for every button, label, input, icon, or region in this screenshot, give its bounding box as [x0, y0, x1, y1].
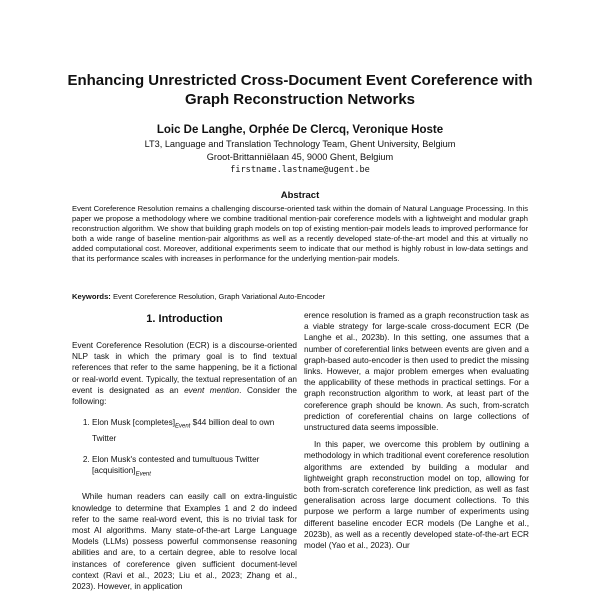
intro-paragraph-1: [72, 340, 297, 407]
abstract-text: Event Coreference Resolution remains a challenging discourse-oriented task within the domain of Natural Language Processing. In this paper we propose a methodology where we combine traditional mention-pair coreference models with a lightweight and modular graph reconstruction algorithm. We show that building graph models on top of existing mention-pair models leads to improved performance for both a wide range of baseline mention-pair algorithms as well as a recently developed state-of-the-art model and this at virtually no added computational cost. Moreover, additional experiments seem to indicate that our method is highly robust in low-data settings and that its performance scales with increases in performance for the underlying mention-pair models.: [72, 204, 528, 263]
right-column: [304, 310, 529, 551]
example-2-text: Elon Musk's contested and tumultuous Twitter [acquisition]: [92, 455, 260, 476]
author-email: firstname.lastname@ugent.be: [230, 165, 370, 175]
intro-p1-text-a: Event Coreference Resolution (ECR) is a discourse-oriented NLP task in which the primary goal is to find textual references that refer to the same happening, be it a fictional or real-world event. Typically, the textual representation of an event is designated as an: [72, 341, 297, 395]
right-paragraph-1: erence resolution is framed as a graph reconstruction task as a viable strategy for large-scale cross-document ECR (De Langhe et al., 2023b). In this setting, one assumes that a number of coreferential links between events are given and a graph-based auto-encoder is then used to predict the missing links. However, a major problem emerges when evaluating the applicability of these methods in practical settings. For a graph reconstruction algorithm to work, at least part of the coreference graph should be known. As such, from-scratch prediction of coreferential chains on large collections of unstructured data seems impossible.: [304, 311, 529, 433]
section-heading-introduction: 1. Introduction: [146, 313, 223, 325]
example-1: [92, 417, 297, 444]
right-paragraph-2: In this paper, we overcome this problem by outlining a methodology in which traditional event coreference resolution algorithms are extended by building a modular and lightweight graph reconstruction model on top, allowing for both from-scratch coreference link prediction, as well as fast generalisation across large document collections. To this purpose we perform a large number of experiments using different baseline encoder ECR models (De Langhe et al., 2023b), as well as a recently developed state-of-the-art ECR model (Yao et al., 2023). Our: [304, 440, 529, 551]
intro-paragraph-2: While human readers can easily call on extra-linguistic knowledge to determine that Examples 1 and 2 do indeed refer to the same real-word event, this is no trivial task for most AI algorithms. Many state-of-the-art Large Language Models (LLMs) possess powerful commonsense reasoning abilities and are, to a certain degree, able to resolve local instances of coreference given sufficient document-level context (Ravi et al., 2023; Liu et al., 2023; Zhang et al., 2023). However, in application: [72, 492, 297, 591]
example-list: [72, 417, 297, 481]
keywords-label: Keywords:: [72, 292, 111, 301]
paper-title: [40, 71, 560, 109]
example-1-subscript: Event: [175, 423, 191, 430]
title-line-1: Enhancing Unrestricted Cross-Document Event Coreference with: [67, 72, 533, 89]
authors: Loic De Langhe, Orphée De Clercq, Veronique Hoste: [156, 124, 444, 136]
affiliation-line-2: Groot-Brittanniëlaan 45, 9000 Ghent, Belgium: [206, 152, 394, 162]
keywords-text: Event Coreference Resolution, Graph Variational Auto-Encoder: [112, 292, 326, 301]
intro-p1-emphasis: event mention: [184, 385, 240, 395]
title-line-2: Graph Reconstruction Networks: [184, 91, 416, 108]
left-column: [72, 300, 297, 592]
abstract-heading: Abstract: [280, 190, 320, 201]
affiliation-line-1: LT3, Language and Translation Technology Team, Ghent University, Belgium: [144, 139, 456, 149]
example-1-text-a: Elon Musk [completes]: [92, 418, 175, 428]
intro-p1-text-b: . Consider the following:: [72, 385, 298, 407]
example-2-subscript: Event: [135, 472, 151, 479]
example-2: [92, 454, 297, 481]
example-1-text-b: $44 billion deal to own Twitter: [92, 418, 275, 444]
